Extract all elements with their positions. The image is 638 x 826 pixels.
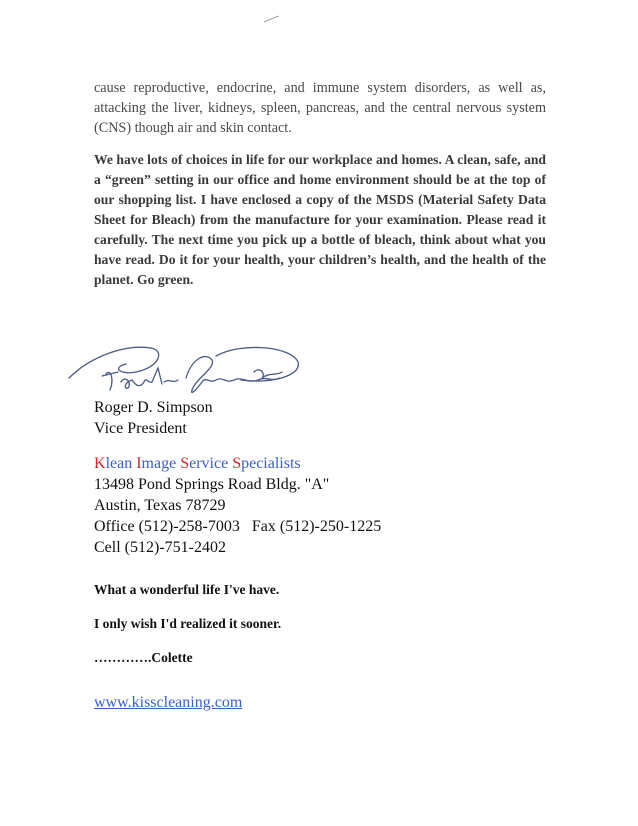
company-cell: Cell (512)-751-2402 — [94, 539, 226, 556]
signature-block — [94, 397, 213, 439]
body-paragraph-2: We have lots of choices in life for our workplace and homes. A clean, safe, and a “green” setting in our office and home environment should be at the top of our shopping list. I have enclosed a copy of the MSDS (Material Safety Data Sheet for Bleach) from the manufacture for your examination. Please read it carefully. The next time you pick up a bottle of bleach, think about what you have read. Do it for your health, your children’s health, and the health of the planet. Go green. — [94, 152, 546, 287]
handwritten-signature — [66, 338, 306, 396]
company-name: Klean Image Service Specialists — [94, 455, 301, 472]
company-phones: Office (512)-258-7003 Fax (512)-250-1225 — [94, 518, 382, 535]
company-address-line-1: 13498 Pond Springs Road Bldg. "A" — [94, 476, 330, 493]
website-link[interactable]: www.kisscleaning.com — [94, 694, 243, 711]
quote-line-1: What a wonderful life I've have. — [94, 582, 280, 597]
signer-name: Roger D. Simpson — [94, 399, 213, 416]
quote-line-2: I only wish I'd realized it sooner. — [94, 616, 282, 631]
company-block — [94, 453, 381, 558]
body-paragraph-1: cause reproductive, endocrine, and immune system disorders, as well as, attacking the liver, kidneys, spleen, pancreas, and the central nervous system (CNS) though air and skin contact. — [94, 80, 546, 136]
signer-title: Vice President — [94, 420, 187, 437]
stray-pen-mark — [262, 14, 282, 24]
quote-attribution: ………….Colette — [94, 650, 193, 665]
company-address-line-2: Austin, Texas 78729 — [94, 497, 226, 514]
